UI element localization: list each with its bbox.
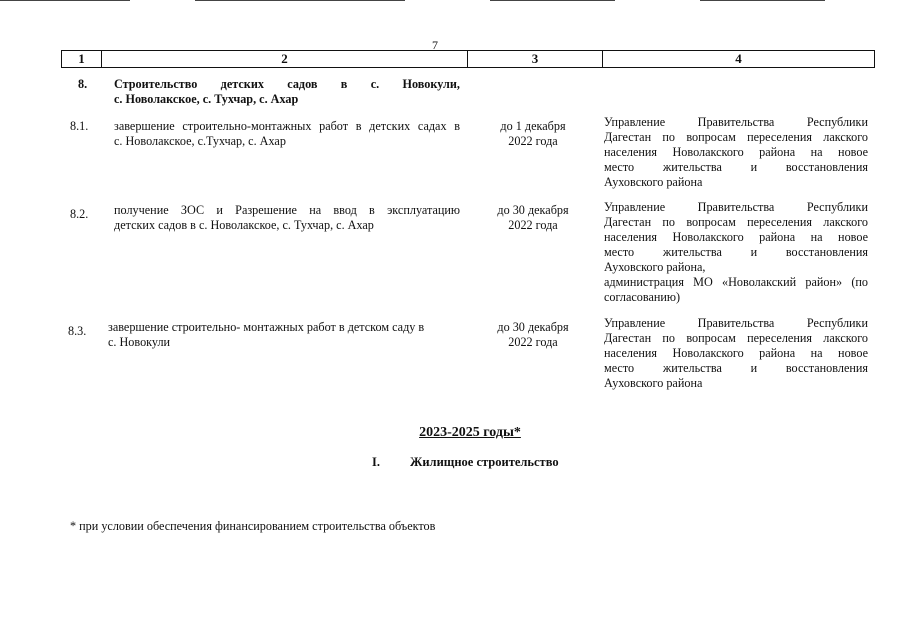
- resp-line: место жительства и восстановления: [604, 361, 868, 375]
- task-line: с. Новолакское, с.Тухчар, с. Ахар: [114, 134, 286, 148]
- item-deadline: [473, 320, 593, 350]
- resp-line: Дагестан по вопросам переселения лакского: [604, 215, 868, 229]
- deadline-line: 2022 года: [508, 134, 558, 148]
- resp-line: место жительства и восстановления: [604, 160, 868, 174]
- scan-edge-line: [195, 0, 405, 1]
- section-title-word: садов: [287, 77, 318, 91]
- item-responsible: [604, 316, 868, 391]
- resp-line: Ауховского района: [604, 376, 703, 390]
- resp-line: администрация МО «Новолакский район» (по: [604, 275, 868, 289]
- subsection-number: I.: [372, 455, 380, 469]
- item-responsible: [604, 200, 868, 305]
- section-title-line2: с. Новолакское, с. Тухчар, с. Ахар: [114, 92, 299, 106]
- resp-line: Управление Правительства Республики: [604, 316, 868, 330]
- item-task: [114, 203, 460, 233]
- section-title-word: в: [340, 77, 348, 91]
- deadline-line: до 1 декабря: [500, 119, 566, 133]
- item-task: [114, 119, 460, 149]
- deadline-line: до 30 декабря: [497, 203, 569, 217]
- section-title-word: Строительство: [114, 77, 198, 91]
- footnote: * при условии обеспечения финансированием строительства объектов: [70, 519, 436, 533]
- task-line: завершение строительно- монтажных работ в детском саду в: [108, 320, 425, 334]
- resp-line: Ауховского района,: [604, 260, 706, 274]
- column-header-2: 2: [102, 51, 468, 68]
- item-responsible: [604, 115, 868, 190]
- resp-line: Дагестан по вопросам переселения лакского: [604, 331, 868, 345]
- deadline-line: до 30 декабря: [497, 320, 569, 334]
- page-number: 7: [432, 38, 438, 52]
- section-title-word: с.: [370, 77, 380, 91]
- resp-line: населения Новолакского района на новое: [604, 145, 868, 159]
- resp-line: населения Новолакского района на новое: [604, 346, 868, 360]
- deadline-line: 2022 года: [508, 335, 558, 349]
- section-title-line1: [114, 77, 460, 92]
- task-line: завершение строительно-монтажных работ в детских садах в: [114, 119, 460, 133]
- scan-edge-line: [490, 0, 615, 1]
- resp-line: Ауховского района: [604, 175, 703, 189]
- resp-line: согласованию): [604, 290, 681, 304]
- resp-line: Дагестан по вопросам переселения лакского: [604, 130, 868, 144]
- resp-line: населения Новолакского района на новое: [604, 230, 868, 244]
- task-line: получение ЗОС и Разрешение на ввод в эксплуатацию: [114, 203, 460, 217]
- period-title: 2023-2025 годы*: [419, 425, 521, 440]
- subsection-title: Жилищное строительство: [410, 455, 559, 469]
- column-header-3: 3: [468, 51, 603, 68]
- scan-edge-line: [0, 0, 130, 1]
- resp-line: место жительства и восстановления: [604, 245, 868, 259]
- item-task: [108, 320, 448, 350]
- item-deadline: [473, 119, 593, 149]
- section-title-word: Новокули,: [402, 77, 460, 91]
- column-header-1: 1: [62, 51, 102, 68]
- item-number: 8.1.: [70, 119, 89, 133]
- deadline-line: 2022 года: [508, 218, 558, 232]
- task-line: детских садов в с. Новолакское, с. Тухчар, с. Ахар: [114, 218, 374, 232]
- item-number: 8.2.: [70, 207, 89, 221]
- item-number: 8.3.: [68, 324, 87, 338]
- section-number: 8.: [78, 77, 88, 91]
- item-deadline: [473, 203, 593, 233]
- scan-edge-line: [700, 0, 825, 1]
- resp-line: Управление Правительства Республики: [604, 200, 868, 214]
- resp-line: Управление Правительства Республики: [604, 115, 868, 129]
- task-line: с. Новокули: [108, 335, 171, 349]
- column-header-4: 4: [603, 51, 875, 68]
- section-title-word: детских: [220, 77, 264, 91]
- column-header-table: [61, 50, 875, 68]
